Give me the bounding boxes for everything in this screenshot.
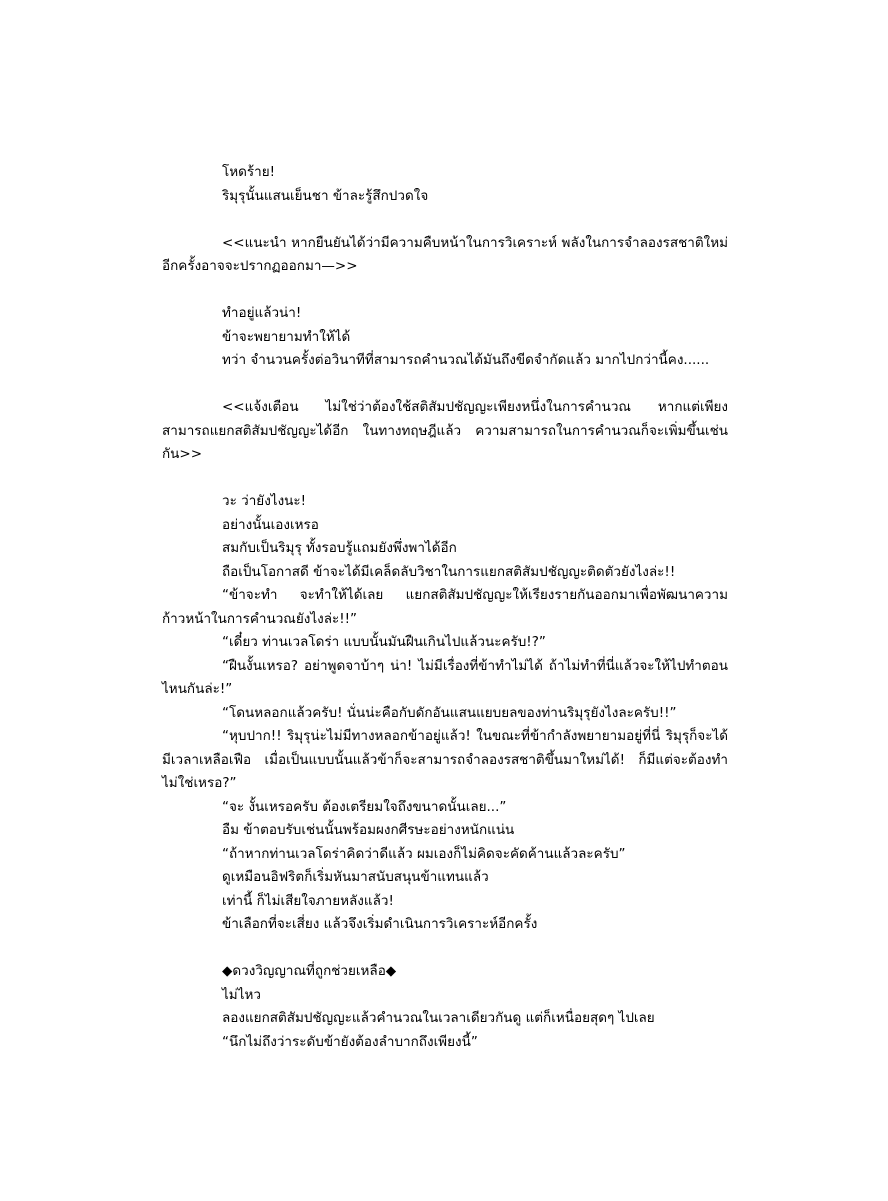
- paragraph: เท่านี้ ก็ไม่เสียใจภายหลังแล้ว!: [222, 892, 394, 909]
- section-heading: ◆ดวงวิญญาณที่ถูกช่วยเหลือ◆: [222, 963, 397, 979]
- paragraph: โหดร้าย!: [222, 164, 276, 180]
- paragraph: ลองแยกสติสัมปชัญญะแล้วคำนวณในเวลาเดียวกันดู แต่ก็เหนื่อยสุดๆ ไปเลย: [222, 1010, 655, 1026]
- paragraph: ทำอยู่แล้วน่า!: [222, 305, 302, 321]
- paragraph: ข้าจะพยายามทำให้ได้: [222, 328, 351, 345]
- paragraph: ไม่ไหว: [222, 986, 261, 1003]
- dialogue: “ถ้าหากท่านเวลโดร่าคิดว่าดีแล้ว ผมเองก็ไม่คิดจะคัดค้านแล้วละครับ”: [222, 845, 626, 862]
- paragraph: อืม ข้าตอบรับเช่นนั้นพร้อมผงกศีรษะอย่างหนักแน่น: [222, 822, 515, 838]
- system-message: <<แจ้งเตือน ไม่ใช่ว่าต้องใช้สติสัมปชัญญะเพียงหนึ่งในการคำนวณ หากแต่เพียงสามารถแยกสติสัมปชัญญะได้อีก ในทางทฤษฎีแล้ว ความสามารถในการคำนวณก็จะเพิ่มขึ้นเช่นกัน>>: [162, 399, 728, 462]
- paragraph: ข้าเลือกที่จะเสี่ยง แล้วจึงเริ่มดำเนินการวิเคราะห์อีกครั้ง: [222, 916, 538, 932]
- body-text: [162, 161, 728, 1054]
- paragraph: ถือเป็นโอกาสดี ข้าจะได้มีเคล็ดลับวิชาในการแยกสติสัมปชัญญะติดตัวยังไงล่ะ!!: [222, 563, 676, 580]
- dialogue: “โดนหลอกแล้วครับ! นั่นน่ะคือกับดักอันแสนแยบยลของท่านริมุรุยังไงละครับ!!”: [222, 704, 677, 721]
- dialogue: “หุบปาก!! ริมุรุน่ะไม่มีทางหลอกข้าอยู่แล้ว! ในขณะที่ข้ากำลังพยายามอยู่ที่นี่ ริมุรุก็จะได้มีเวลาเหลือเฟือ เมื่อเป็นแบบนั้นแล้วข้าก็จะสามารถจำลองรสชาติขึ้นมาใหม่ได้! ก็มีแต่จะต้องทำไม่ใช่เหรอ?”: [162, 728, 728, 791]
- paragraph: วะ ว่ายังไงนะ!: [222, 493, 307, 509]
- dialogue: “ข้าจะทำ จะทำให้ได้เลย แยกสติสัมปชัญญะให้เรียงรายกันออกมาเพื่อพัฒนาความก้าวหน้าในการคำนวณยังไงล่ะ!!”: [162, 587, 728, 627]
- dialogue: “เดี๋ยว ท่านเวลโดร่า แบบนั้นมันฝืนเกินไปแล้วนะครับ!?”: [222, 634, 546, 650]
- system-message: <<แนะนำ หากยืนยันได้ว่ามีความคืบหน้าในการวิเคราะห์ พลังในการจำลองรสชาติใหม่อีกครั้งอาจจะปรากฏออกมา—>>: [162, 234, 728, 274]
- dialogue: “นึกไม่ถึงว่าระดับข้ายังต้องลำบากถึงเพียงนี้”: [222, 1033, 478, 1050]
- dialogue: “จะ งั้นเหรอครับ ต้องเตรียมใจถึงขนาดนั้นเลย...”: [222, 798, 507, 815]
- dialogue: “ฝืนงั้นเหรอ? อย่าพูดจาบ้าๆ น่า! ไม่มีเรื่องที่ข้าทำไม่ได้ ถ้าไม่ทำที่นี่แล้วจะให้ไปทำตอนไหนกันล่ะ!”: [162, 657, 728, 697]
- paragraph: สมกับเป็นริมุรุ ทั้งรอบรู้แถมยังพึ่งพาได้อีก: [222, 540, 457, 556]
- paragraph: ทว่า จำนวนครั้งต่อวินาทีที่สามารถคำนวณได้มันถึงขีดจำกัดแล้ว มากไปกว่านี้คง......: [222, 352, 710, 368]
- paragraph: ริมุรุนั้นแสนเย็นชา ข้าละรู้สึกปวดใจ: [222, 187, 429, 204]
- paragraph: ดูเหมือนอิฟริตก็เริ่มหันมาสนับสนุนข้าแทนแล้ว: [222, 869, 489, 885]
- paragraph: อย่างนั้นเองเหรอ: [222, 516, 319, 533]
